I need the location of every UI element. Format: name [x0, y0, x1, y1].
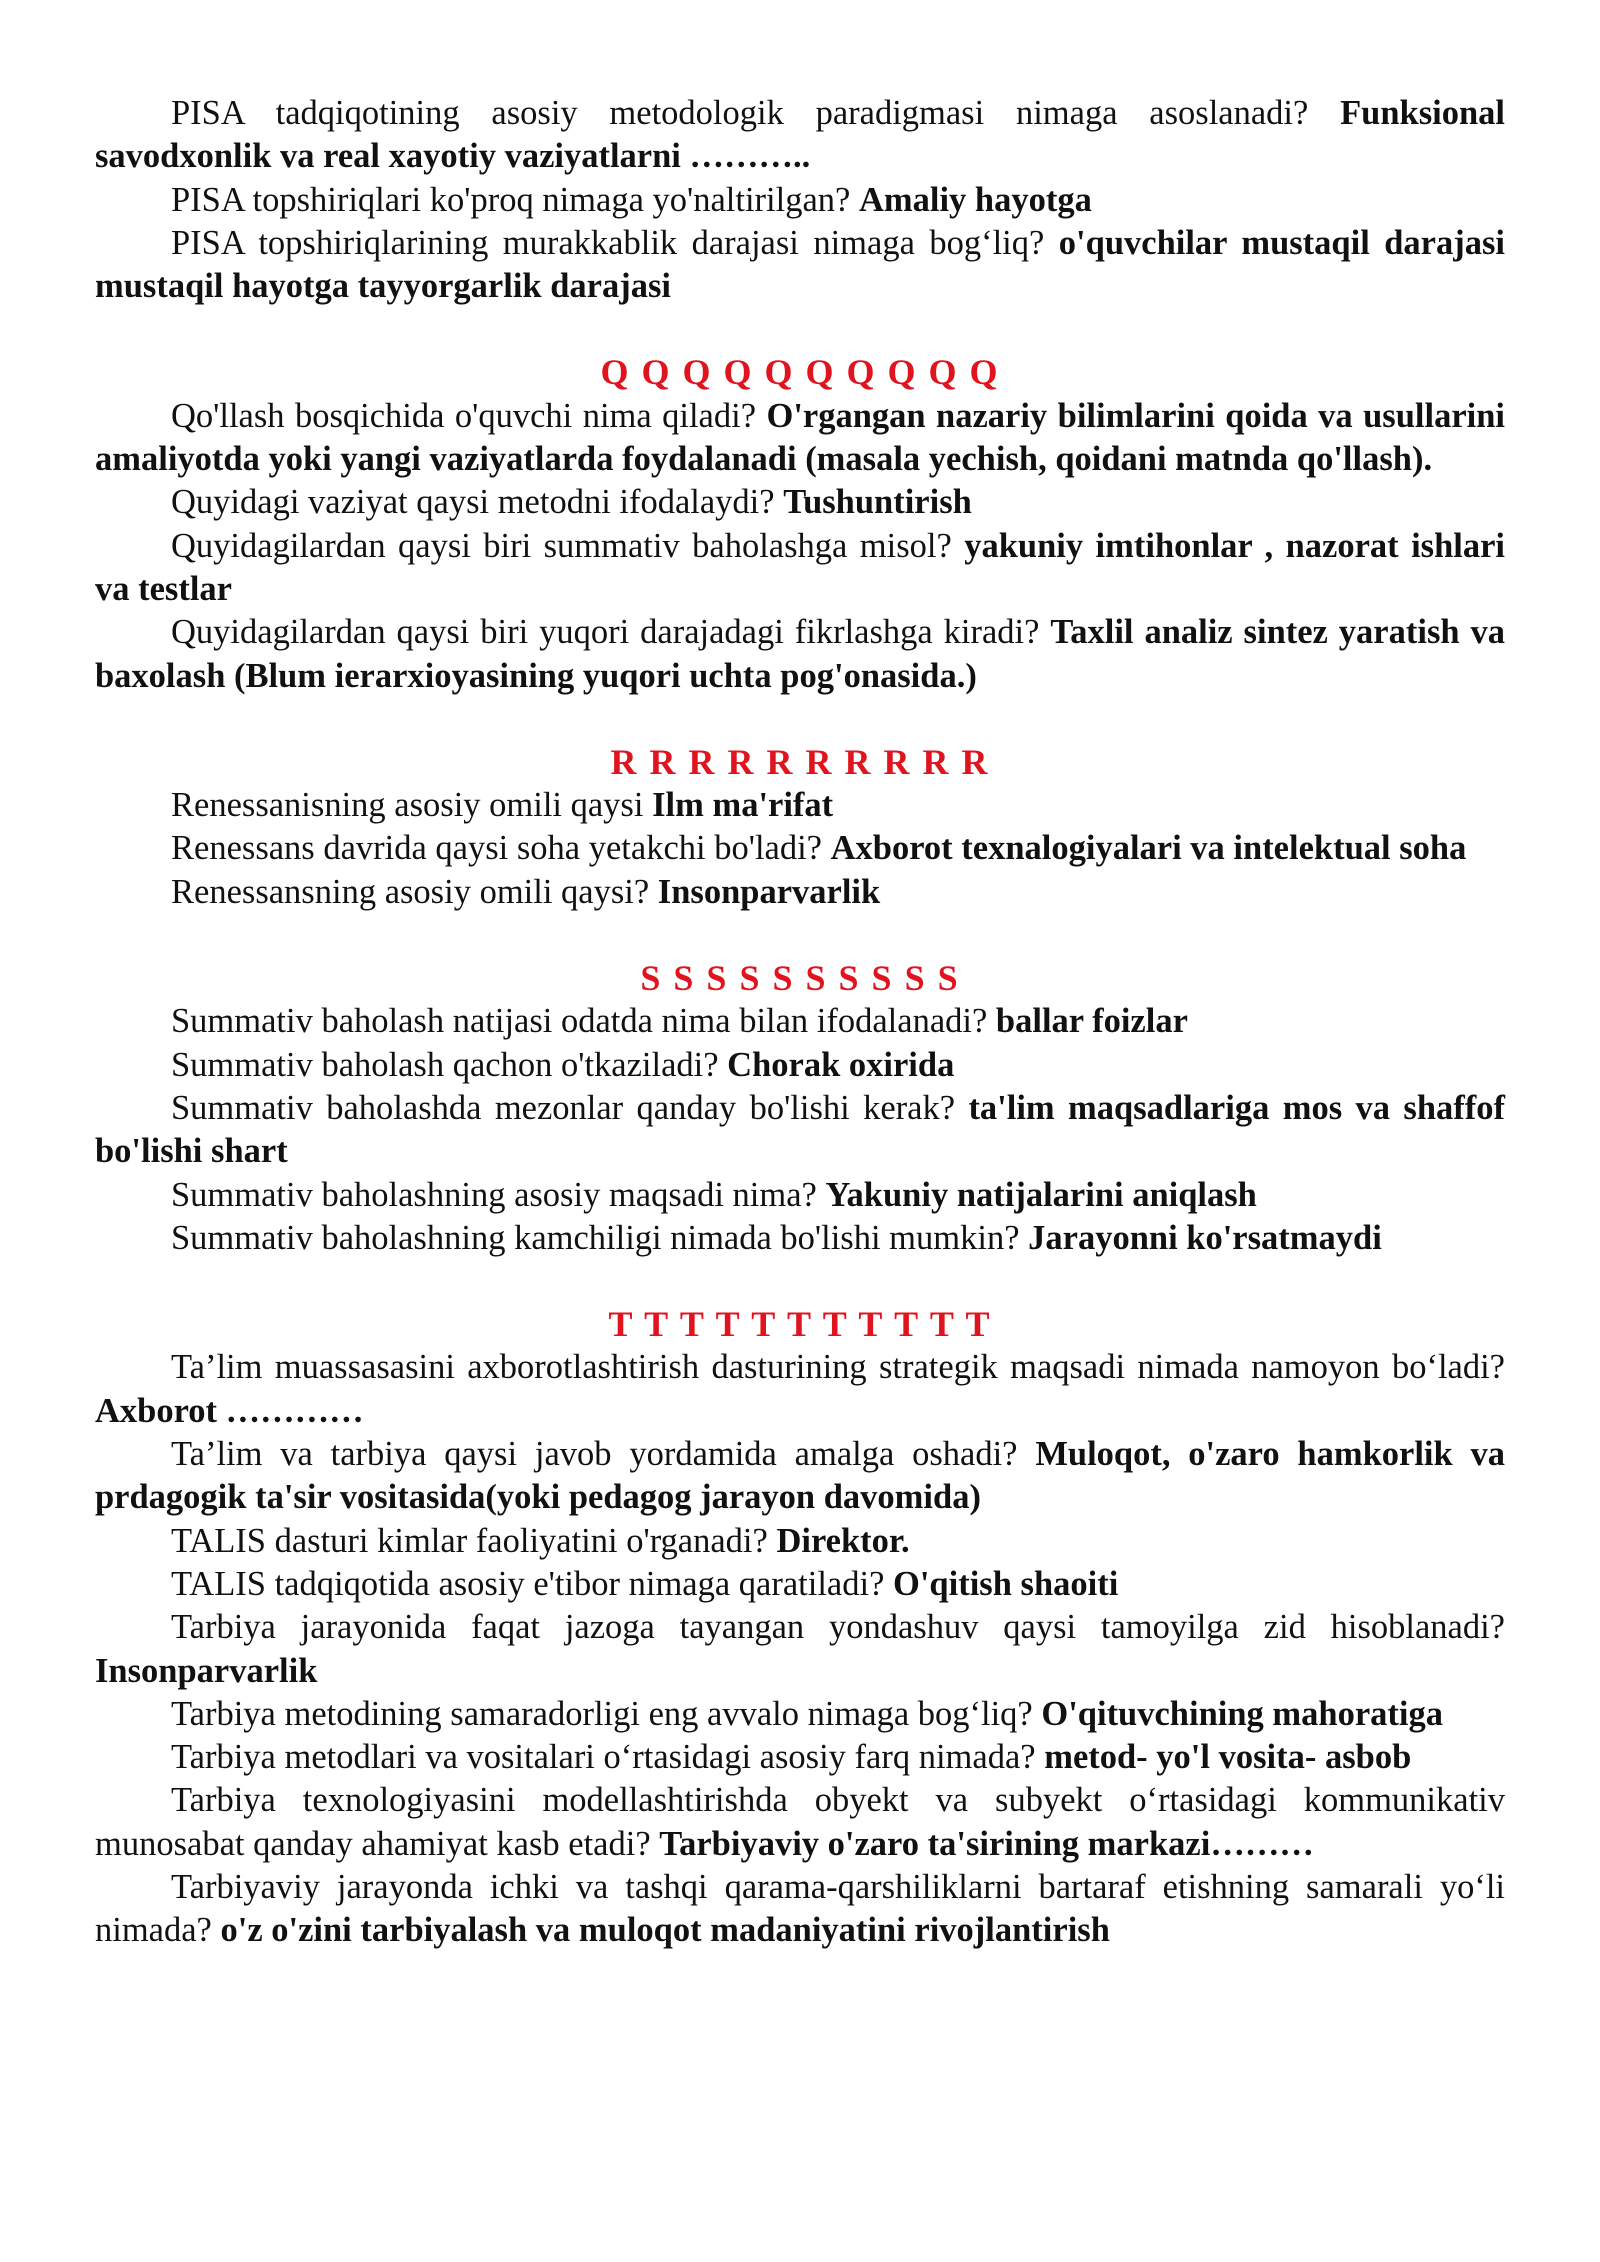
section-letter-header: S S S S S S S S S S	[640, 958, 960, 999]
answer-text: Funksional savodxonlik va real xayotiy vaziyatlarni ………..	[95, 94, 1506, 176]
answer-text: Axborot …………	[95, 1391, 364, 1430]
qa-item	[95, 1563, 1505, 1606]
qa-item	[95, 1693, 1505, 1736]
question-text: Ta’lim va tarbiya qaysi javob yordamida amalga oshadi?	[171, 1435, 1018, 1474]
question-text: Summativ baholashda mezonlar qanday bo'lishi kerak?	[171, 1088, 956, 1127]
answer-text: ta'lim maqsadlariga mos va shaffof bo'lishi shart	[95, 1088, 1505, 1171]
answer-text: Muloqot, o'zaro hamkorlik va prdagogik ta'sir vositasida(yoki pedagog jarayon davomida)	[95, 1435, 1505, 1517]
qa-item	[95, 1606, 1505, 1693]
qa-item	[95, 525, 1505, 612]
qa-item	[95, 1779, 1505, 1866]
question-text: Tarbiya metodlari va vositalari o‘rtasidagi asosiy farq nimada?	[171, 1738, 1036, 1777]
question-text: Summativ baholashning asosiy maqsadi nima?	[171, 1175, 817, 1214]
qa-item	[95, 611, 1505, 698]
answer-text: Tarbiyaviy o'zaro ta'sirining markazi………	[659, 1824, 1314, 1863]
section-letter-header: Q Q Q Q Q Q Q Q Q Q	[600, 352, 1000, 393]
section-t	[95, 1303, 1505, 1952]
answer-text: metod- yo'l vosita- asbob	[1044, 1738, 1412, 1777]
section-r	[95, 741, 1505, 914]
question-text: Tarbiyaviy jarayonda ichki va tashqi qarama-qarshiliklarni bartaraf etishning samarali yo‘li nimada?	[95, 1867, 1505, 1950]
section-letter-header: T T T T T T T T T T T	[608, 1304, 992, 1345]
qa-item	[95, 1044, 1505, 1087]
question-text: Ta’lim muassasasini axborotlashtirish dasturining strategik maqsadi nimada namoyon bo‘ladi?	[171, 1348, 1505, 1387]
answer-text: O'rgangan nazariy bilimlarini qoida va usullarini amaliyotda yoki yangi vaziyatlarda foydalanadi (masala yechish, qoidani matnda qo'llash).	[95, 396, 1506, 479]
qa-item	[95, 1433, 1505, 1520]
answer-text: Yakuniy natijalarini aniqlash	[825, 1175, 1257, 1214]
answer-text: Direktor.	[776, 1521, 910, 1560]
question-text: Summativ baholash natijasi odatda nima bilan ifodalanadi?	[171, 1002, 988, 1041]
qa-item	[95, 395, 1505, 482]
question-text: Tarbiya metodining samaradorligi eng avvalo nimaga bog‘liq?	[171, 1694, 1033, 1733]
answer-text: ballar foizlar	[995, 1002, 1188, 1041]
qa-item	[95, 92, 1505, 179]
answer-text: Tushuntirish	[783, 483, 972, 522]
question-text: Renessansning asosiy omili qaysi?	[171, 872, 650, 911]
answer-text: Ilm ma'rifat	[652, 786, 834, 825]
qa-item	[95, 1217, 1505, 1260]
answer-text: Amaliy hayotga	[858, 180, 1092, 219]
section-pisa	[95, 92, 1505, 308]
qa-item	[95, 1174, 1505, 1217]
qa-item	[95, 481, 1505, 524]
question-text: Quyidagi vaziyat qaysi metodni ifodalaydi?	[171, 483, 775, 522]
question-text: Renessans davrida qaysi soha yetakchi bo'ladi?	[171, 829, 822, 868]
answer-text: O'qituvchining mahoratiga	[1041, 1694, 1443, 1733]
answer-text: Jarayonni ko'rsatmaydi	[1028, 1218, 1382, 1257]
answer-text: O'qitish shaoiti	[893, 1564, 1119, 1603]
question-text: Renessanisning asosiy omili qaysi	[171, 786, 644, 825]
answer-text: Taxlil analiz sintez yaratish va baxolash (Blum ierarxioyasining yuqori uchta pog'onasida.)	[95, 613, 1506, 695]
qa-item	[95, 784, 1505, 827]
question-text: PISA topshiriqlarining murakkablik darajasi nimaga bog‘liq?	[171, 223, 1045, 262]
answer-text: o'z o'zini tarbiyalash va muloqot madaniyatini rivojlantirish	[220, 1911, 1110, 1950]
qa-item	[95, 827, 1505, 870]
question-text: PISA tadqiqotining asosiy metodologik paradigmasi nimaga asoslanadi?	[171, 94, 1309, 132]
question-text: Quyidagilardan qaysi biri yuqori darajadagi fikrlashga kiradi?	[171, 613, 1040, 652]
question-text: Summativ baholash qachon o'tkaziladi?	[171, 1045, 719, 1084]
answer-text: Chorak oxirida	[727, 1045, 955, 1084]
answer-text: o'quvchilar mustaqil darajasi mustaqil hayotga tayyorgarlik darajasi	[95, 223, 1505, 306]
answer-text: Insonparvarlik	[657, 872, 881, 911]
qa-item	[95, 1866, 1505, 1953]
qa-item	[95, 1736, 1505, 1779]
answer-text: yakuniy imtihonlar , nazorat ishlari va testlar	[95, 526, 1506, 608]
question-text: Qo'llash bosqichida o'quvchi nima qiladi?	[171, 396, 757, 435]
qa-item	[95, 1087, 1505, 1174]
section-s	[95, 957, 1505, 1260]
question-text: TALIS dasturi kimlar faoliyatini o'rganadi?	[171, 1521, 768, 1560]
section-q	[95, 351, 1505, 697]
question-text: TALIS tadqiqotida asosiy e'tibor nimaga qaratiladi?	[171, 1564, 885, 1603]
qa-item	[95, 1346, 1505, 1433]
qa-item	[95, 179, 1505, 222]
question-text: Tarbiya jarayonida faqat jazoga tayangan yondashuv qaysi tamoyilga zid hisoblanadi?	[171, 1608, 1505, 1647]
question-text: Quyidagilardan qaysi biri summativ baholashga misol?	[171, 526, 952, 565]
qa-item	[95, 1520, 1505, 1563]
qa-item	[95, 871, 1505, 914]
question-text: Tarbiya texnologiyasini modellashtirishda obyekt va subyekt o‘rtasidagi kommunikativ munosabat qanday ahamiyat kasb etadi?	[95, 1781, 1505, 1863]
question-text: Summativ baholashning kamchiligi nimada bo'lishi mumkin?	[171, 1218, 1020, 1257]
qa-item	[95, 1000, 1505, 1043]
question-text: PISA topshiriqlari ko'proq nimaga yo'naltirilgan?	[171, 180, 851, 219]
qa-item	[95, 222, 1505, 309]
section-letter-header: R R R R R R R R R R	[610, 741, 990, 782]
answer-text: Insonparvarlik	[95, 1651, 318, 1690]
answer-text: Axborot texnalogiyalari va intelektual soha	[830, 829, 1467, 868]
